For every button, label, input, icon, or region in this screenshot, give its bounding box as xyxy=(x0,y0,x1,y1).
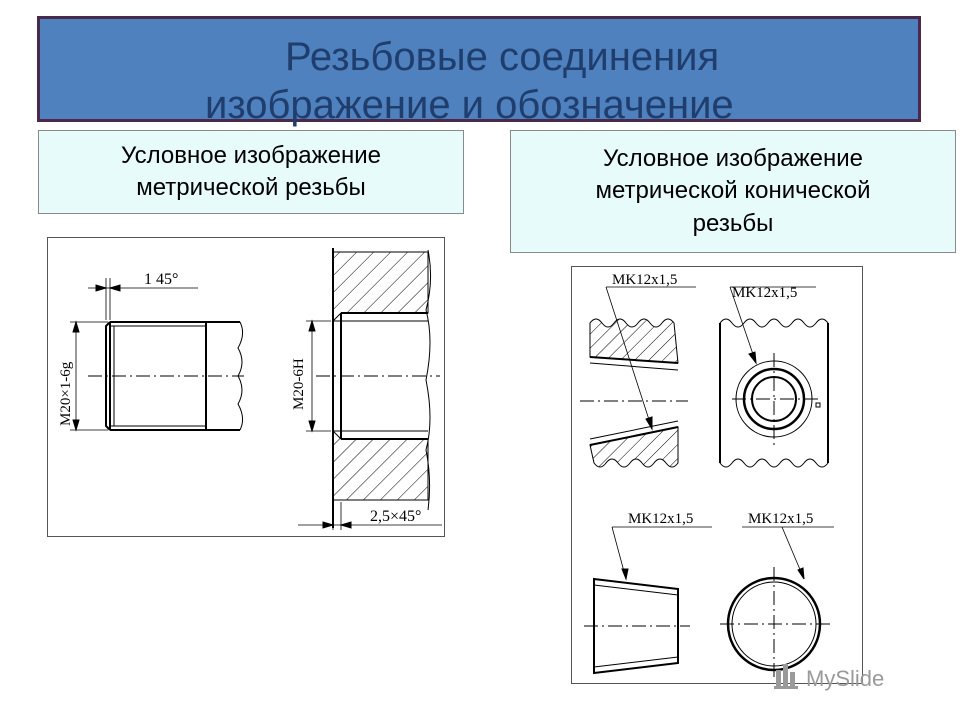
top-left-thread-label: MK12x1,5 xyxy=(612,272,678,288)
label-metric-thread xyxy=(38,130,464,214)
conical-external-view xyxy=(584,527,712,673)
title-banner xyxy=(37,16,921,127)
title-line-1: Резьбовые соединения xyxy=(285,35,720,79)
label-conical-thread-text: Условное изображение метрической конической резьбы xyxy=(595,144,871,237)
metric-thread-drawing xyxy=(47,237,445,537)
conical-thread-svg xyxy=(572,267,864,685)
watermark xyxy=(774,658,934,694)
label-conical-thread xyxy=(510,130,956,253)
top-right-thread-label: MK12x1,5 xyxy=(732,285,798,301)
watermark-text: MySlide xyxy=(806,666,885,691)
thread-external-label: M20×1-6g xyxy=(58,361,74,426)
nut-section xyxy=(298,248,442,530)
metric-thread-svg xyxy=(48,238,446,538)
chamfer-top-label: 1 45° xyxy=(144,271,179,288)
myslide-logo-icon xyxy=(774,664,798,689)
conical-thread-drawing xyxy=(571,266,863,684)
label-metric-thread-text: Условное изображение метрической резьбы xyxy=(121,141,381,201)
conical-internal-section xyxy=(580,287,696,467)
chamfer-bottom-label: 2,5×45° xyxy=(370,508,422,525)
bottom-left-thread-label: MK12x1,5 xyxy=(628,511,694,527)
bolt-view xyxy=(70,278,244,430)
conical-internal-end-view xyxy=(720,287,828,467)
bottom-right-thread-label: MK12x1,5 xyxy=(748,511,814,527)
thread-internal-label: M20-6H xyxy=(291,358,307,410)
title-line-2: изображение и обозначение xyxy=(205,83,734,127)
